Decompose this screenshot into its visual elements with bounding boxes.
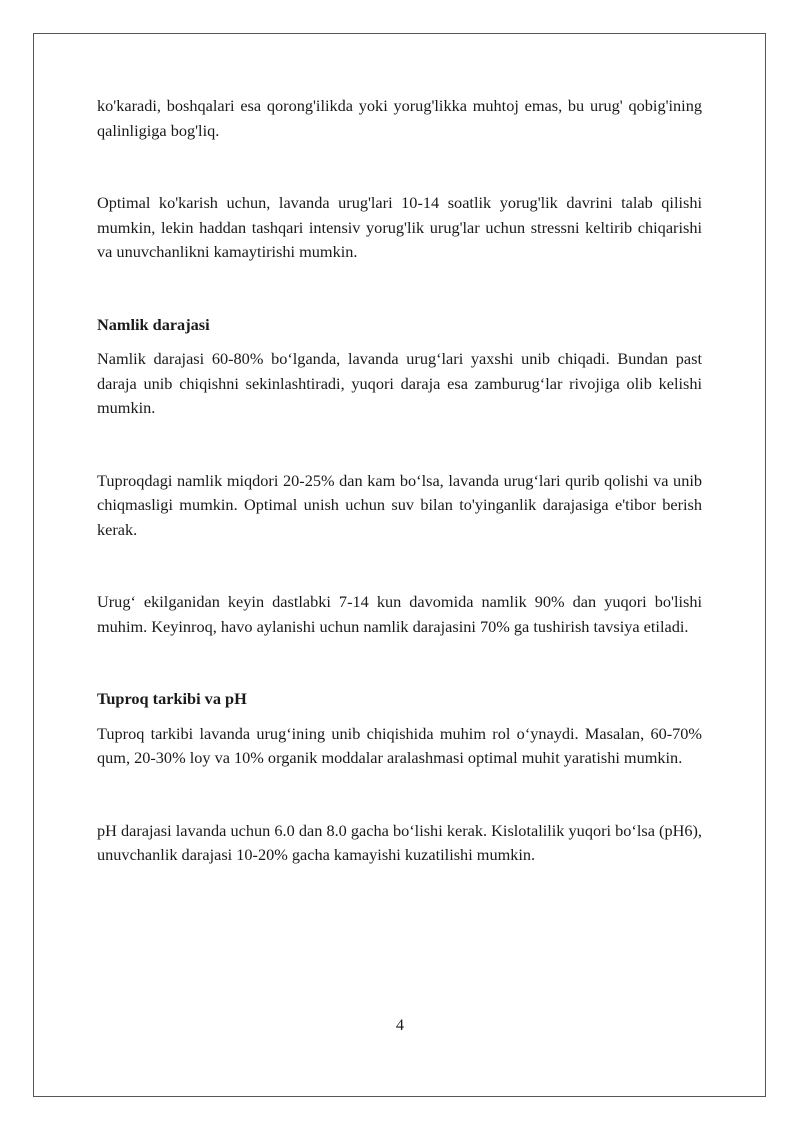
body-paragraph: pH darajasi lavanda uchun 6.0 dan 8.0 gacha bo‘lishi kerak. Kislotalilik yuqori bo‘lsa (pH6), unuvchanlik darajasi 10-20% gacha kamayishi kuzatilishi mumkin. bbox=[97, 820, 702, 864]
section-heading-humidity: Namlik darajasi bbox=[97, 314, 210, 334]
body-paragraph: Tuproqdagi namlik miqdori 20-25% dan kam bo‘lsa, lavanda urug‘lari qurib qolishi va unib chiqmasligi mumkin. Optimal unish uchun suv bilan to'yinganlik darajasiga e'tibor berish kerak. bbox=[97, 470, 702, 539]
body-paragraph: Tuproq tarkibi lavanda urug‘ining unib chiqishida muhim rol o‘ynaydi. Masalan, 60-70% qum, 20-30% loy va 10% organik moddalar aralashmasi optimal muhit yaratishi mumkin. bbox=[97, 723, 702, 767]
page-content bbox=[97, 94, 702, 868]
page-number: 4 bbox=[395, 1015, 405, 1034]
section-heading-soil: Tuproq tarkibi va pH bbox=[97, 689, 247, 708]
body-paragraph: Optimal ko'karish uchun, lavanda urug'lari 10-14 soatlik yorug'lik davrini talab qilishi mumkin, lekin haddan tashqari intensiv yorug'lik urug'lar uchun stressni keltirib chiqarishi va unuvchanlikni kamaytirishi mumkin. bbox=[97, 193, 702, 261]
body-paragraph: Urug‘ ekilganidan keyin dastlabki 7-14 kun davomida namlik 90% dan yuqori bo'lishi muhim. Keyinroq, havo aylanishi uchun namlik darajasini 70% ga tushirish tavsiya etiladi. bbox=[97, 592, 702, 636]
body-paragraph: Namlik darajasi 60-80% bo‘lganda, lavanda urug‘lari yaxshi unib chiqadi. Bundan past daraja unib chiqishni sekinlashtiradi, yuqori daraja esa zamburug‘lar rivojiga olib kelishi mumkin. bbox=[97, 349, 702, 417]
body-paragraph: ko'karadi, boshqalari esa qorong'ilikda yoki yorug'likka muhtoj emas, bu urug' qobig'ining qalinligiga bog'liq. bbox=[97, 96, 702, 140]
